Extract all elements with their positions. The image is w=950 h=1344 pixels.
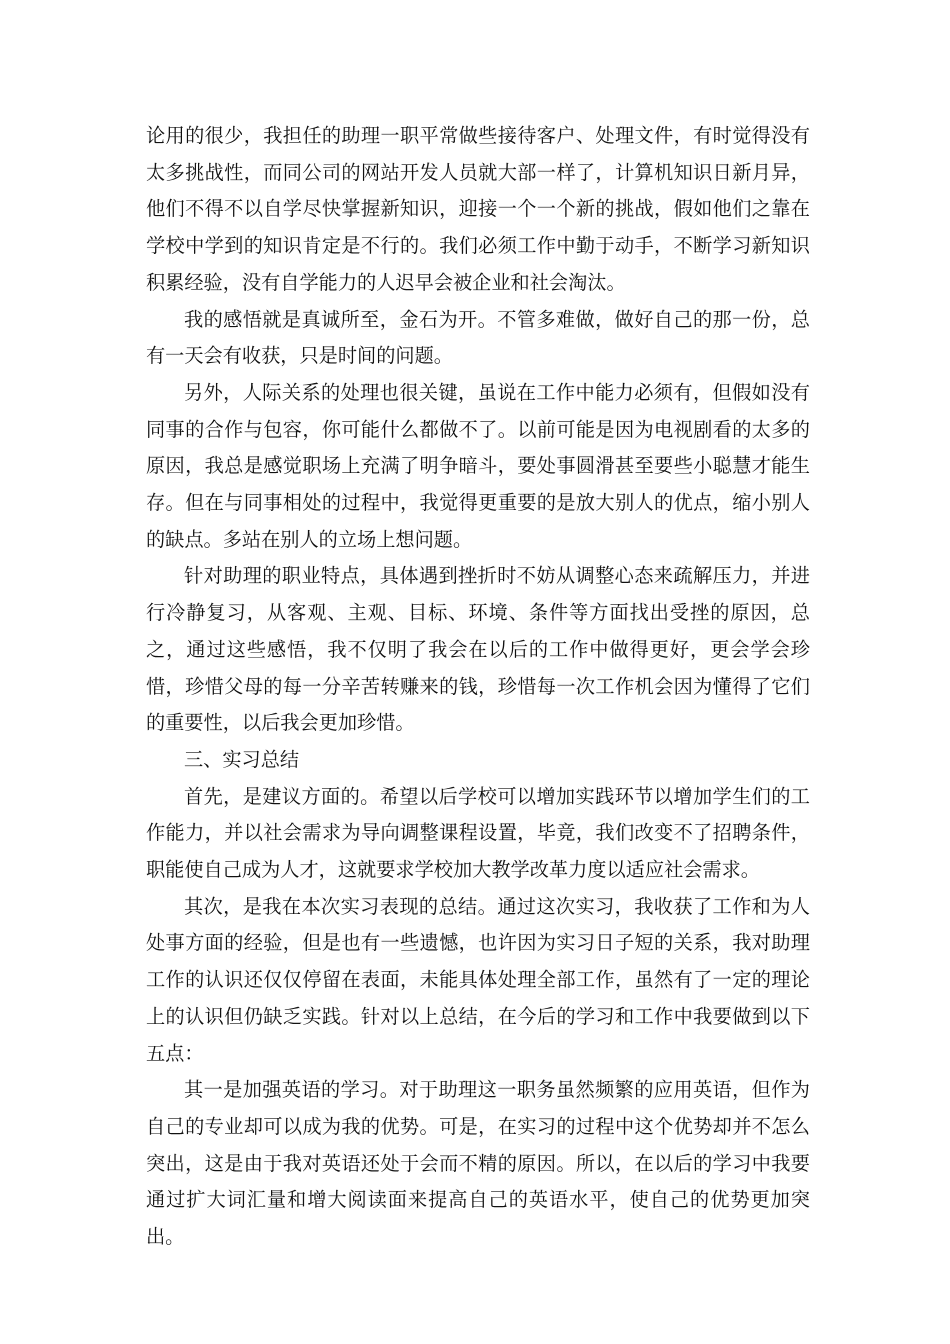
paragraph-english: 其一是加强英语的学习。对于助理这一职务虽然频繁的应用英语，但作为自己的专业却可以成为我的优势。可是，在实习的过程中这个优势却并不怎么突出，这是由于我对英语还处于会而不精的原因。所以，在以后的学习中我要通过扩大词汇量和增大阅读面来提高自己的英语水平，使自己的优势更加突出。 xyxy=(146,1078,810,1249)
paragraph-continued: 论用的很少，我担任的助理一职平常做些接待客户、处理文件，有时觉得没有太多挑战性，而同公司的网站开发人员就大部一样了，计算机知识日新月异，他们不得不以自学尽快掌握新知识，迎接一个一个新的挑战，假如他们之靠在学校中学到的知识肯定是不行的。我们必须工作中勤于动手，不断学习新知识积累经验，没有自学能力的人迟早会被企业和社会淘汰。 xyxy=(146,124,810,294)
paragraph-feeling: 我的感悟就是真诚所至，金石为开。不管多难做，做好自己的那一份，总有一天会有收获，只是时间的问题。 xyxy=(146,307,810,368)
paragraph-suggestions: 首先，是建议方面的。希望以后学校可以增加实践环节以增加学生们的工作能力，并以社会需求为导向调整课程设置，毕竟，我们改变不了招聘条件，职能使自己成为人才，这就要求学校加大教学改革力度以适应社会需求。 xyxy=(146,784,810,882)
section-heading-summary: 三、实习总结 xyxy=(184,747,300,771)
document-body xyxy=(146,118,810,1256)
paragraph-performance: 其次，是我在本次实习表现的总结。通过这次实习，我收获了工作和为人处事方面的经验，但是也有一些遗憾，也许因为实习日子短的关系，我对助理工作的认识还仅仅停留在表面，未能具体处理全部工作，虽然有了一定的理论上的认识但仍缺乏实践。针对以上总结，在今后的学习和工作中我要做到以下五点： xyxy=(146,894,810,1065)
paragraph-setbacks: 针对助理的职业特点，具体遇到挫折时不妨从调整心态来疏解压力，并进行冷静复习，从客观、主观、目标、环境、条件等方面找出受挫的原因，总之，通过这些感悟，我不仅明了我会在以后的工作中做得更好，更会学会珍惜，珍惜父母的每一分辛苦转赚来的钱，珍惜每一次工作机会因为懂得了它们的重要性，以后我会更加珍惜。 xyxy=(146,564,810,735)
paragraph-relations: 另外，人际关系的处理也很关键，虽说在工作中能力必须有，但假如没有同事的合作与包容，你可能什么都做不了。以前可能是因为电视剧看的太多的原因，我总是感觉职场上充满了明争暗斗，要处事圆滑甚至要些小聪慧才能生存。但在与同事相处的过程中，我觉得更重要的是放大别人的优点，缩小别人的缺点。多站在别人的立场上想问题。 xyxy=(146,380,810,551)
